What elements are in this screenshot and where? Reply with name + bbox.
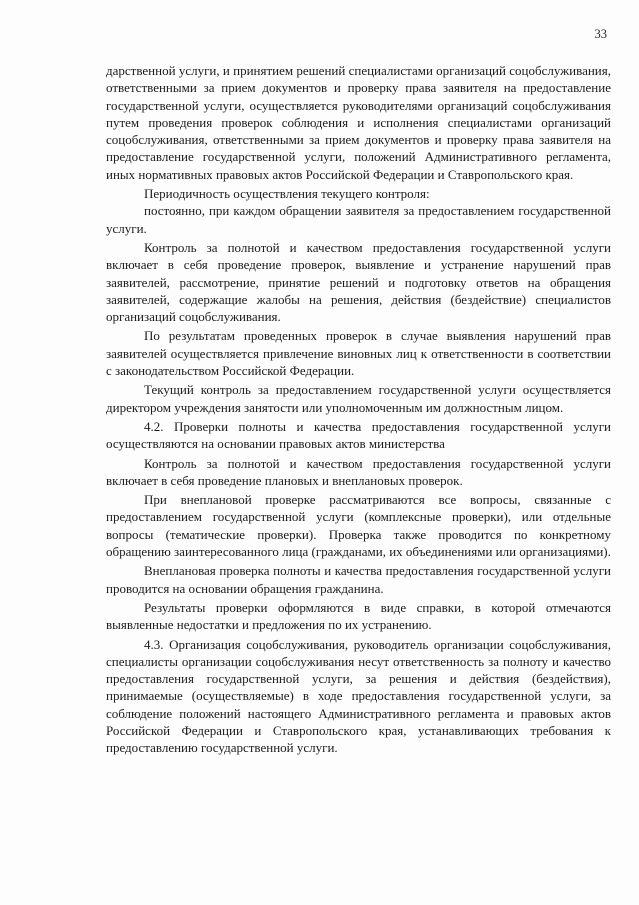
paragraph-results-violations: По результатам проведенных проверок в случае выявления нарушений прав заявителей осуществляется привлечение виновных лиц к ответственности в соответствии с законодательством Российской Федерации. [106, 328, 611, 379]
paragraph-continuation: дарственной услуги, и принятием решений специалистами организаций соцобслуживания, ответственными за прием документов и проверку права заявителя на предоставление государственной услуги, осуществляется руководителями организаций соцобслуживания путем проведения проверок соблюдения и исполнения специалистами организаций соцобслуживания, ответственными за прием документов и проверку права заявителя на предоставление государственной услуги, положений Административного регламента, иных нормативных правовых актов Российской Федерации и Ставропольского края. [106, 63, 611, 182]
paragraph-unplanned-check: При внеплановой проверке рассматриваются все вопросы, связанные с предоставлением государственной услуги (комплексные проверки), или отдельные вопросы (тематические проверки). Проверка также проводится по конкретному обращению заинтересованного лица (гражданами, их объединениями или организациями). [106, 492, 611, 560]
paragraph-planned-unplanned: Контроль за полнотой и качеством предоставления государственной услуги включает в себя проведение плановых и внеплановых проверок. [106, 455, 611, 488]
paragraph-unplanned-basis: Внеплановая проверка полноты и качества предоставления государственной услуги проводится на основании обращения гражданина. [106, 563, 611, 596]
paragraph-section-4-2: 4.2. Проверки полноты и качества предоставления государственной услуги осуществляются на основании правовых актов министерства [106, 418, 611, 452]
paragraph-control-includes: Контроль за полнотой и качеством предоставления государственной услуги включает в себя проведение проверок, выявление и устранение нарушений прав заявителей, рассмотрение, принятие решений и подготовку ответов на обращения заявителей, содержащие жалобы на решения, действия (бездействие) специалистов организаций соцобслуживания. [106, 239, 611, 325]
paragraph-periodicity: Периодичность осуществления текущего контроля: [144, 186, 430, 202]
page-number: 33 [594, 27, 607, 41]
paragraph-constant: постоянно, при каждом обращении заявителя за предоставлением государственной услуги. [106, 203, 611, 236]
paragraph-current-control: Текущий контроль за предоставлением государственной услуги осуществляется директором учреждения занятости или уполномоченным им должностным лицом. [106, 382, 611, 415]
paragraph-section-4-3: 4.3. Организация соцобслуживания, руководитель организации соцобслуживания, специалисты организации соцобслуживания несут ответственность за полноту и качество предоставления государственной услуги, за решения и действия (бездействия), принимаемые (осуществляемые) в ходе предоставления государственной услуги, за соблюдение положений настоящего Административного регламента и правовых актов Российской Федерации и Ставропольского края, устанавливающих требования к предоставлению государственной услуги. [106, 636, 611, 756]
paragraph-check-results: Результаты проверки оформляются в виде справки, в которой отмечаются выявленные недостатки и предложения по их устранению. [106, 599, 611, 633]
document-body [106, 62, 611, 757]
